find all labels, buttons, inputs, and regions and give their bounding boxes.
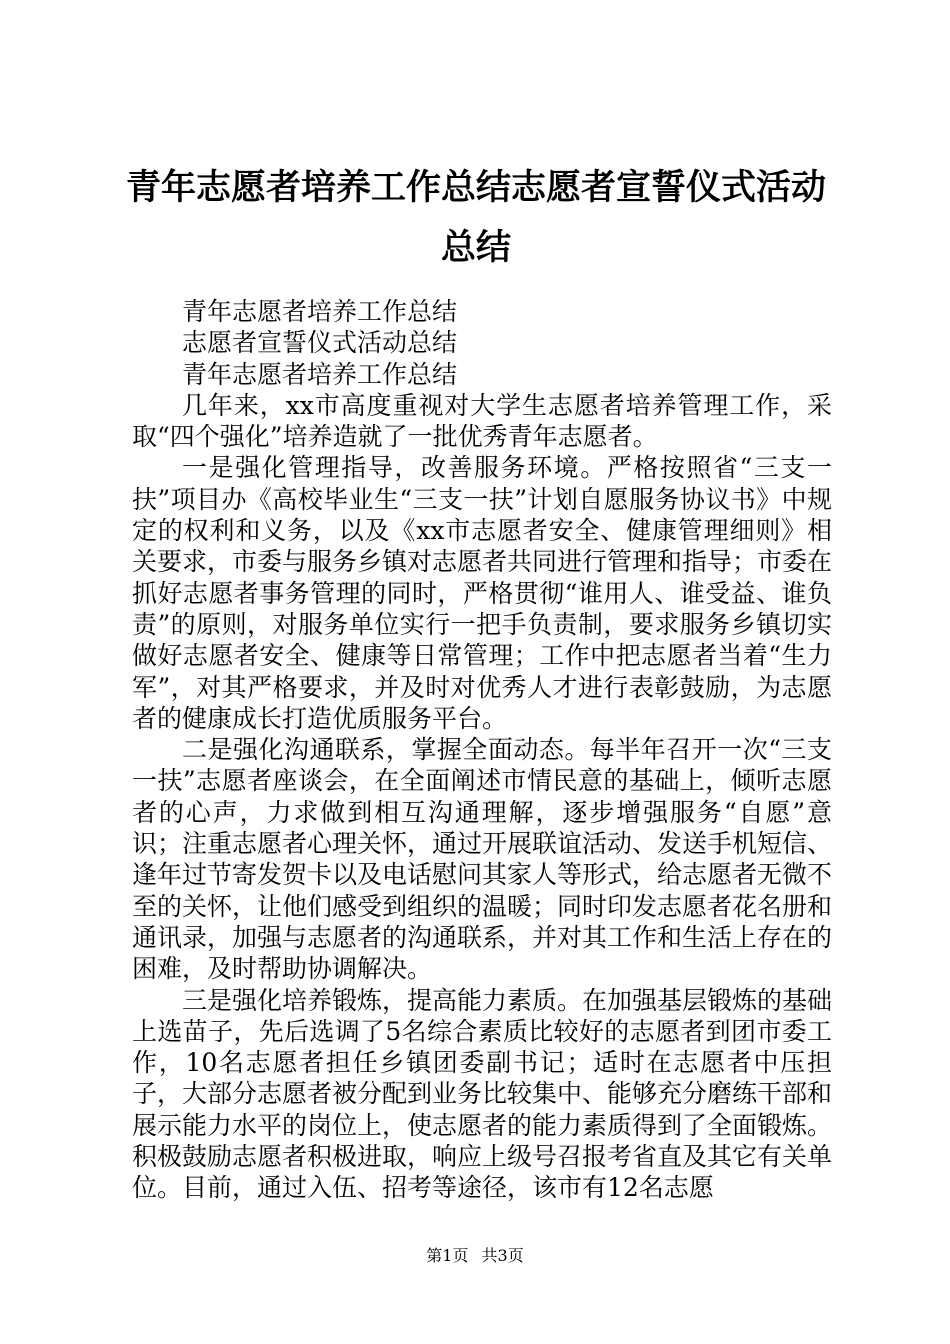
paragraph: 几年来，xx市高度重视对大学生志愿者培养管理工作，采取“四个强化”培养造就了一批优秀青年志愿者。 [132,390,832,452]
page-number: 第1页 [426,1246,469,1265]
paragraph: 一是强化管理指导，改善服务环境。严格按照省“三支一扶”项目办《高校毕业生“三支一扶”计划自愿服务协议书》中规定的权利和义务，以及《xx市志愿者安全、健康管理细则》相关要求，市委与服务乡镇对志愿者共同进行管理和指导；市委在抓好志愿者事务管理的同时，严格贯彻“谁用人、谁受益、谁负责”的原则，对服务单位实行一把手负责制，要求服务乡镇切实做好志愿者安全、健康等日常管理；工作中把志愿者当着“生力军”，对其严格要求，并及时对优秀人才进行表彰鼓励，为志愿者的健康成长打造优质服务平台。 [132,453,833,733]
paragraph: 三是强化培养锻炼，提高能力素质。在加强基层锻炼的基础上选苗子，先后选调了5名综合素质比较好的志愿者到团市委工作，10名志愿者担任乡镇团委副书记；适时在志愿者中压担子，大部分志愿者被分配到业务比较集中、能够充分磨练干部和展示能力水平的岗位上，使志愿者的能力素质得到了全面锻炼。积极鼓励志愿者积极进取，响应上级号召报考省直及其它有关单位。目前，通过入伍、招考等途径，该市有12名志愿 [132,985,833,1203]
page-total: 共3页 [481,1246,524,1265]
document-body [132,296,832,1204]
page-footer [0,1243,950,1266]
paragraph: 青年志愿者培养工作总结 [182,359,458,389]
paragraph: 青年志愿者培养工作总结 [182,297,458,326]
paragraph: 二是强化沟通联系，掌握全面动态。每半年召开一次“三支一扶”志愿者座谈会，在全面阐述市情民意的基础上，倾听志愿者的心声，力求做到相互沟通理解，逐步增强服务“自愿”意识；注重志愿者心理关怀，通过开展联谊活动、发送手机短信、逢年过节寄发贺卡以及电话慰问其家人等形式，给志愿者无微不至的关怀，让他们感受到组织的温暖；同时印发志愿者花名册和通讯录，加强与志愿者的沟通联系，并对其工作和生活上存在的困难，及时帮助协调解决。 [132,735,833,984]
paragraph: 志愿者宣誓仪式活动总结 [182,328,458,358]
document-title: 青年志愿者培养工作总结志愿者宣誓仪式活动总结 [125,167,826,268]
